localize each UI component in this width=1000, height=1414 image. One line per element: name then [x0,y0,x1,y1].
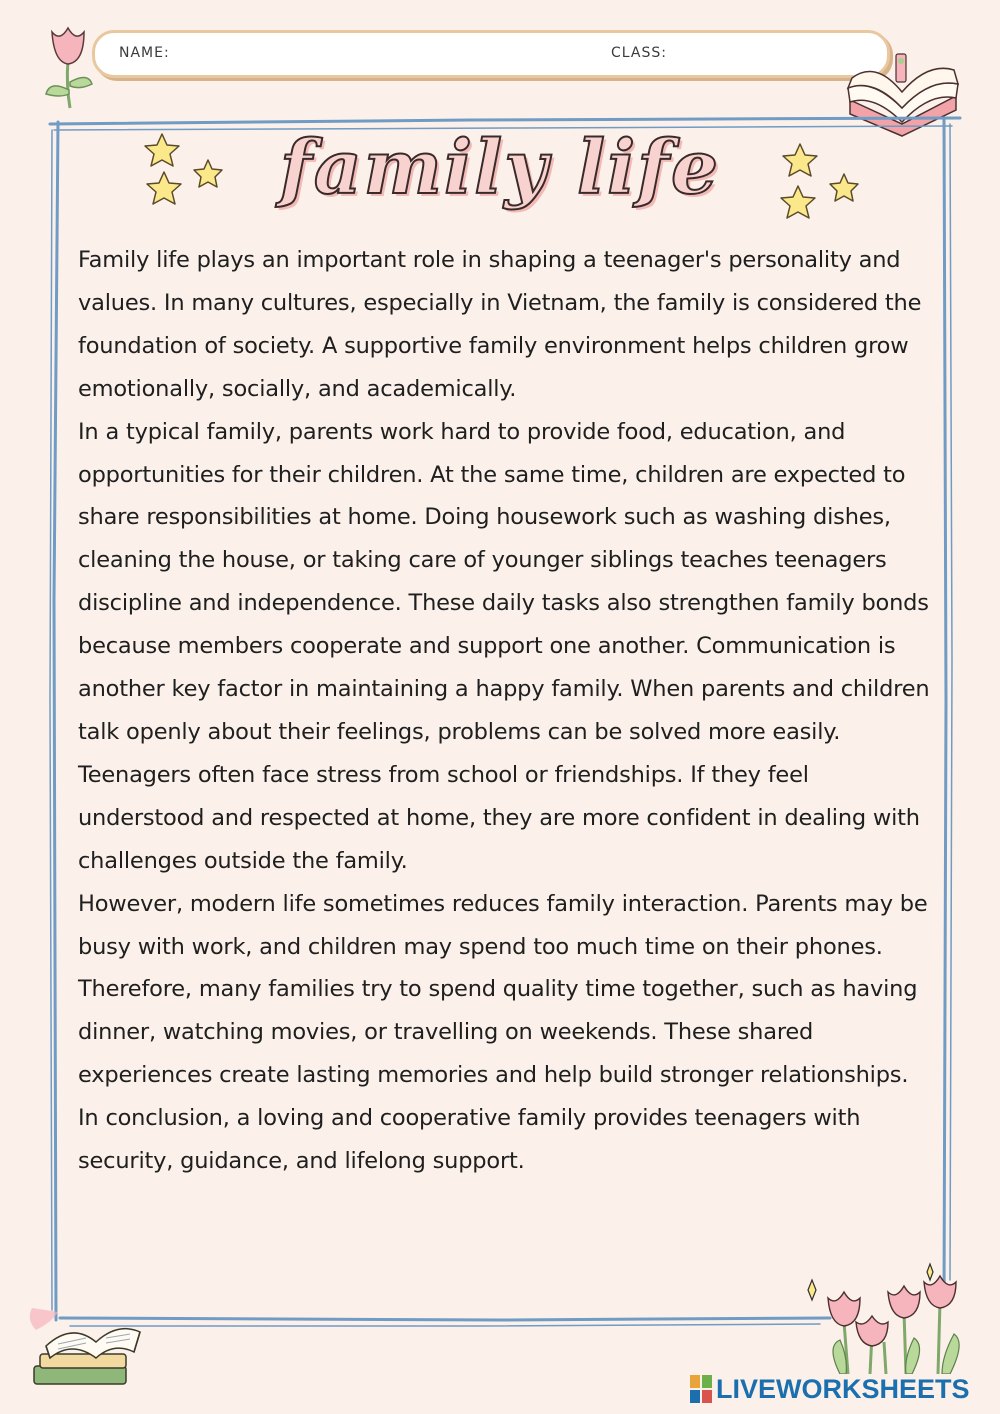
stars-right-icon [772,142,864,230]
name-field-label: NAME: [119,45,170,61]
liveworksheets-logo-icon [690,1375,712,1403]
tulip-bouquet-icon [800,1262,1000,1374]
liveworksheets-watermark [690,1372,970,1406]
paragraph: However, modern life sometimes reduces family interaction. Parents may be busy with work, and children may spend too much time on their phones. Therefore, many families try to spend quality time together, such as having dinner, watching movies, or travelling on weekends. These shared experiences create lasting memories and help build stronger relationships. [78,890,928,1089]
paragraph: In a typical family, parents work hard to provide food, education, and opportunities for their children. At the same time, children are expected to share responsibilities at home. Doing housework such as washing dishes, cleaning the house, or taking care of younger siblings teaches teenagers discipline and independence. These daily tasks also strengthen family bonds because members cooperate and support one another. Communication is another key factor in maintaining a happy family. When parents and children talk openly about their feelings, problems can be solved more easily. Teenagers often face stress from school or friendships. If they feel understood and respected at home, they are more confident in dealing with challenges outside the family. [78,418,930,874]
paragraph: Family life plays an important role in shaping a teenager's personality and values. In many cultures, especially in Vietnam, the family is considered the foundation of society. A supportive family environment helps children grow emotionally, socially, and academically. [78,247,922,402]
stars-left-icon [140,132,230,214]
watermark-text: LIVEWORKSHEETS [716,1373,970,1404]
class-field-label: CLASS: [611,45,667,61]
paragraph: In conclusion, a loving and cooperative family provides teenagers with security, guidance, and lifelong support. [78,1105,861,1175]
page-title: family life [279,125,721,211]
reading-passage [78,239,938,1183]
stacked-books-icon [22,1300,152,1400]
